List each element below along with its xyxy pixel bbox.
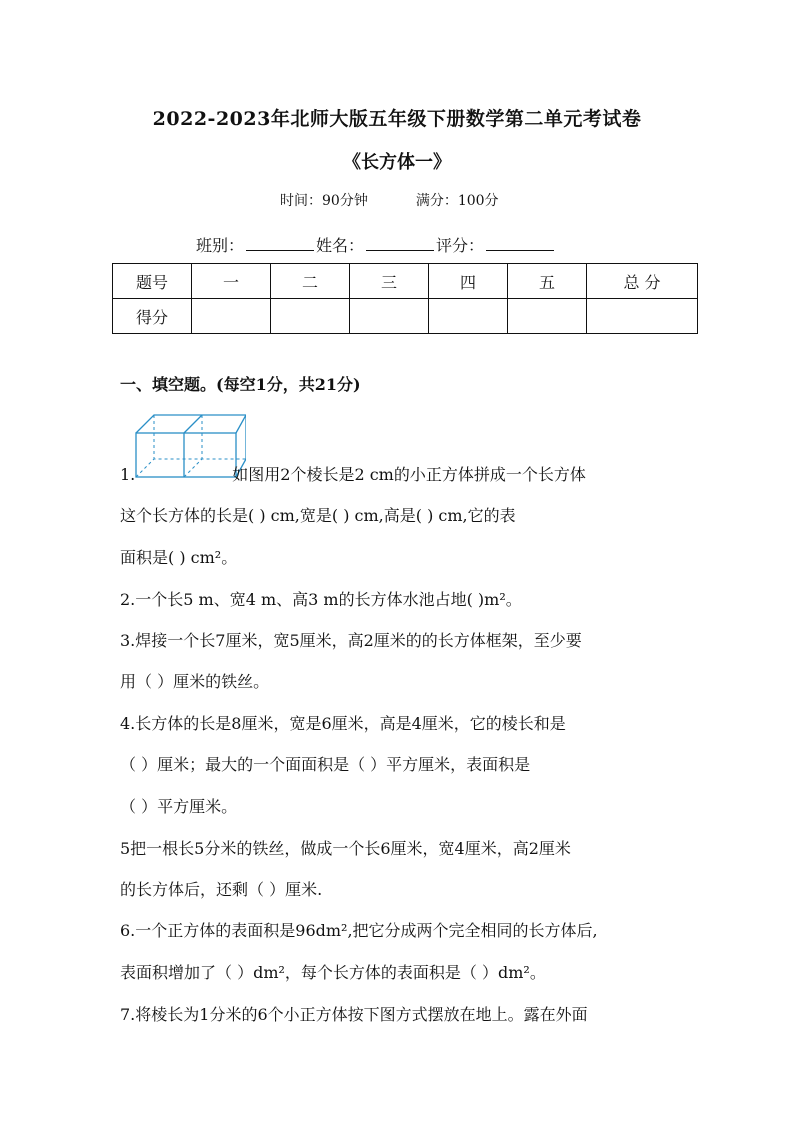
table-cell: 四 [429,264,508,299]
class-label: 班别： [196,236,245,255]
question-1 [120,462,586,485]
question-5: 5把一根长5分米的铁丝，做成一个长6厘米，宽4厘米，高2厘米 [120,839,571,858]
name-label: 姓名： [316,236,365,255]
question-line: 表面积增加了（ ）dm²，每个长方体的表面积是（ ）dm²。 [120,963,546,982]
question-2: 2.一个长5 m、宽4 m、高3 m的长方体水池占地( )m²。 [120,590,522,609]
table-cell: 总 分 [587,264,698,299]
question-number: 1. [120,465,136,484]
name-field[interactable] [366,236,434,251]
question-7: 7.将棱长为1分米的6个小正方体按下图方式摆放在地上。露在外面 [120,1005,588,1024]
grade-field[interactable] [486,236,554,251]
table-cell: 得分 [113,299,192,334]
student-info-fields [196,233,556,256]
score-cell[interactable] [429,299,508,334]
score-table [112,263,698,334]
question-line: 面积是( ) cm²。 [120,548,238,567]
question-line: 的长方体后，还剩（ ）厘米. [120,880,323,899]
question-line: 这个长方体的长是( ) cm,宽是( ) cm,高是( ) cm,它的表 [120,506,516,525]
class-field[interactable] [246,236,314,251]
exam-meta [280,190,499,210]
score-cell[interactable] [271,299,350,334]
table-cell: 题号 [113,264,192,299]
table-cell: 二 [271,264,350,299]
exam-time: 时间：90分钟 [280,193,368,209]
grade-label: 评分： [436,236,485,255]
table-cell: 五 [508,264,587,299]
page-title: 2022-2023年北师大版五年级下册数学第二单元考试卷 [152,108,642,130]
question-line: （ ）厘米；最大的一个面面积是（ ）平方厘米，表面积是 [120,755,531,774]
score-cell[interactable] [587,299,698,334]
section-heading: 一、填空题。(每空1分，共21分) [120,375,361,394]
question-line: 用（ ）厘米的铁丝。 [120,672,270,691]
question-line: 如图用2个棱长是2 cm的小正方体拼成一个长方体 [232,465,586,484]
score-cell[interactable] [350,299,429,334]
score-cell[interactable] [192,299,271,334]
table-cell: 一 [192,264,271,299]
question-3: 3.焊接一个长7厘米，宽5厘米，高2厘米的的长方体框架，至少要 [120,631,582,650]
score-table-score-row [113,299,698,334]
page-subtitle: 《长方体一》 [343,152,451,173]
score-cell[interactable] [508,299,587,334]
question-4: 4.长方体的长是8厘米，宽是6厘米，高是4厘米，它的棱长和是 [120,714,566,733]
score-table-header-row [113,264,698,299]
table-cell: 三 [350,264,429,299]
question-line: （ ）平方厘米。 [120,797,238,816]
question-6: 6.一个正方体的表面积是96dm²,把它分成两个完全相同的长方体后, [120,921,598,940]
exam-full-score: 满分：100分 [415,193,499,209]
